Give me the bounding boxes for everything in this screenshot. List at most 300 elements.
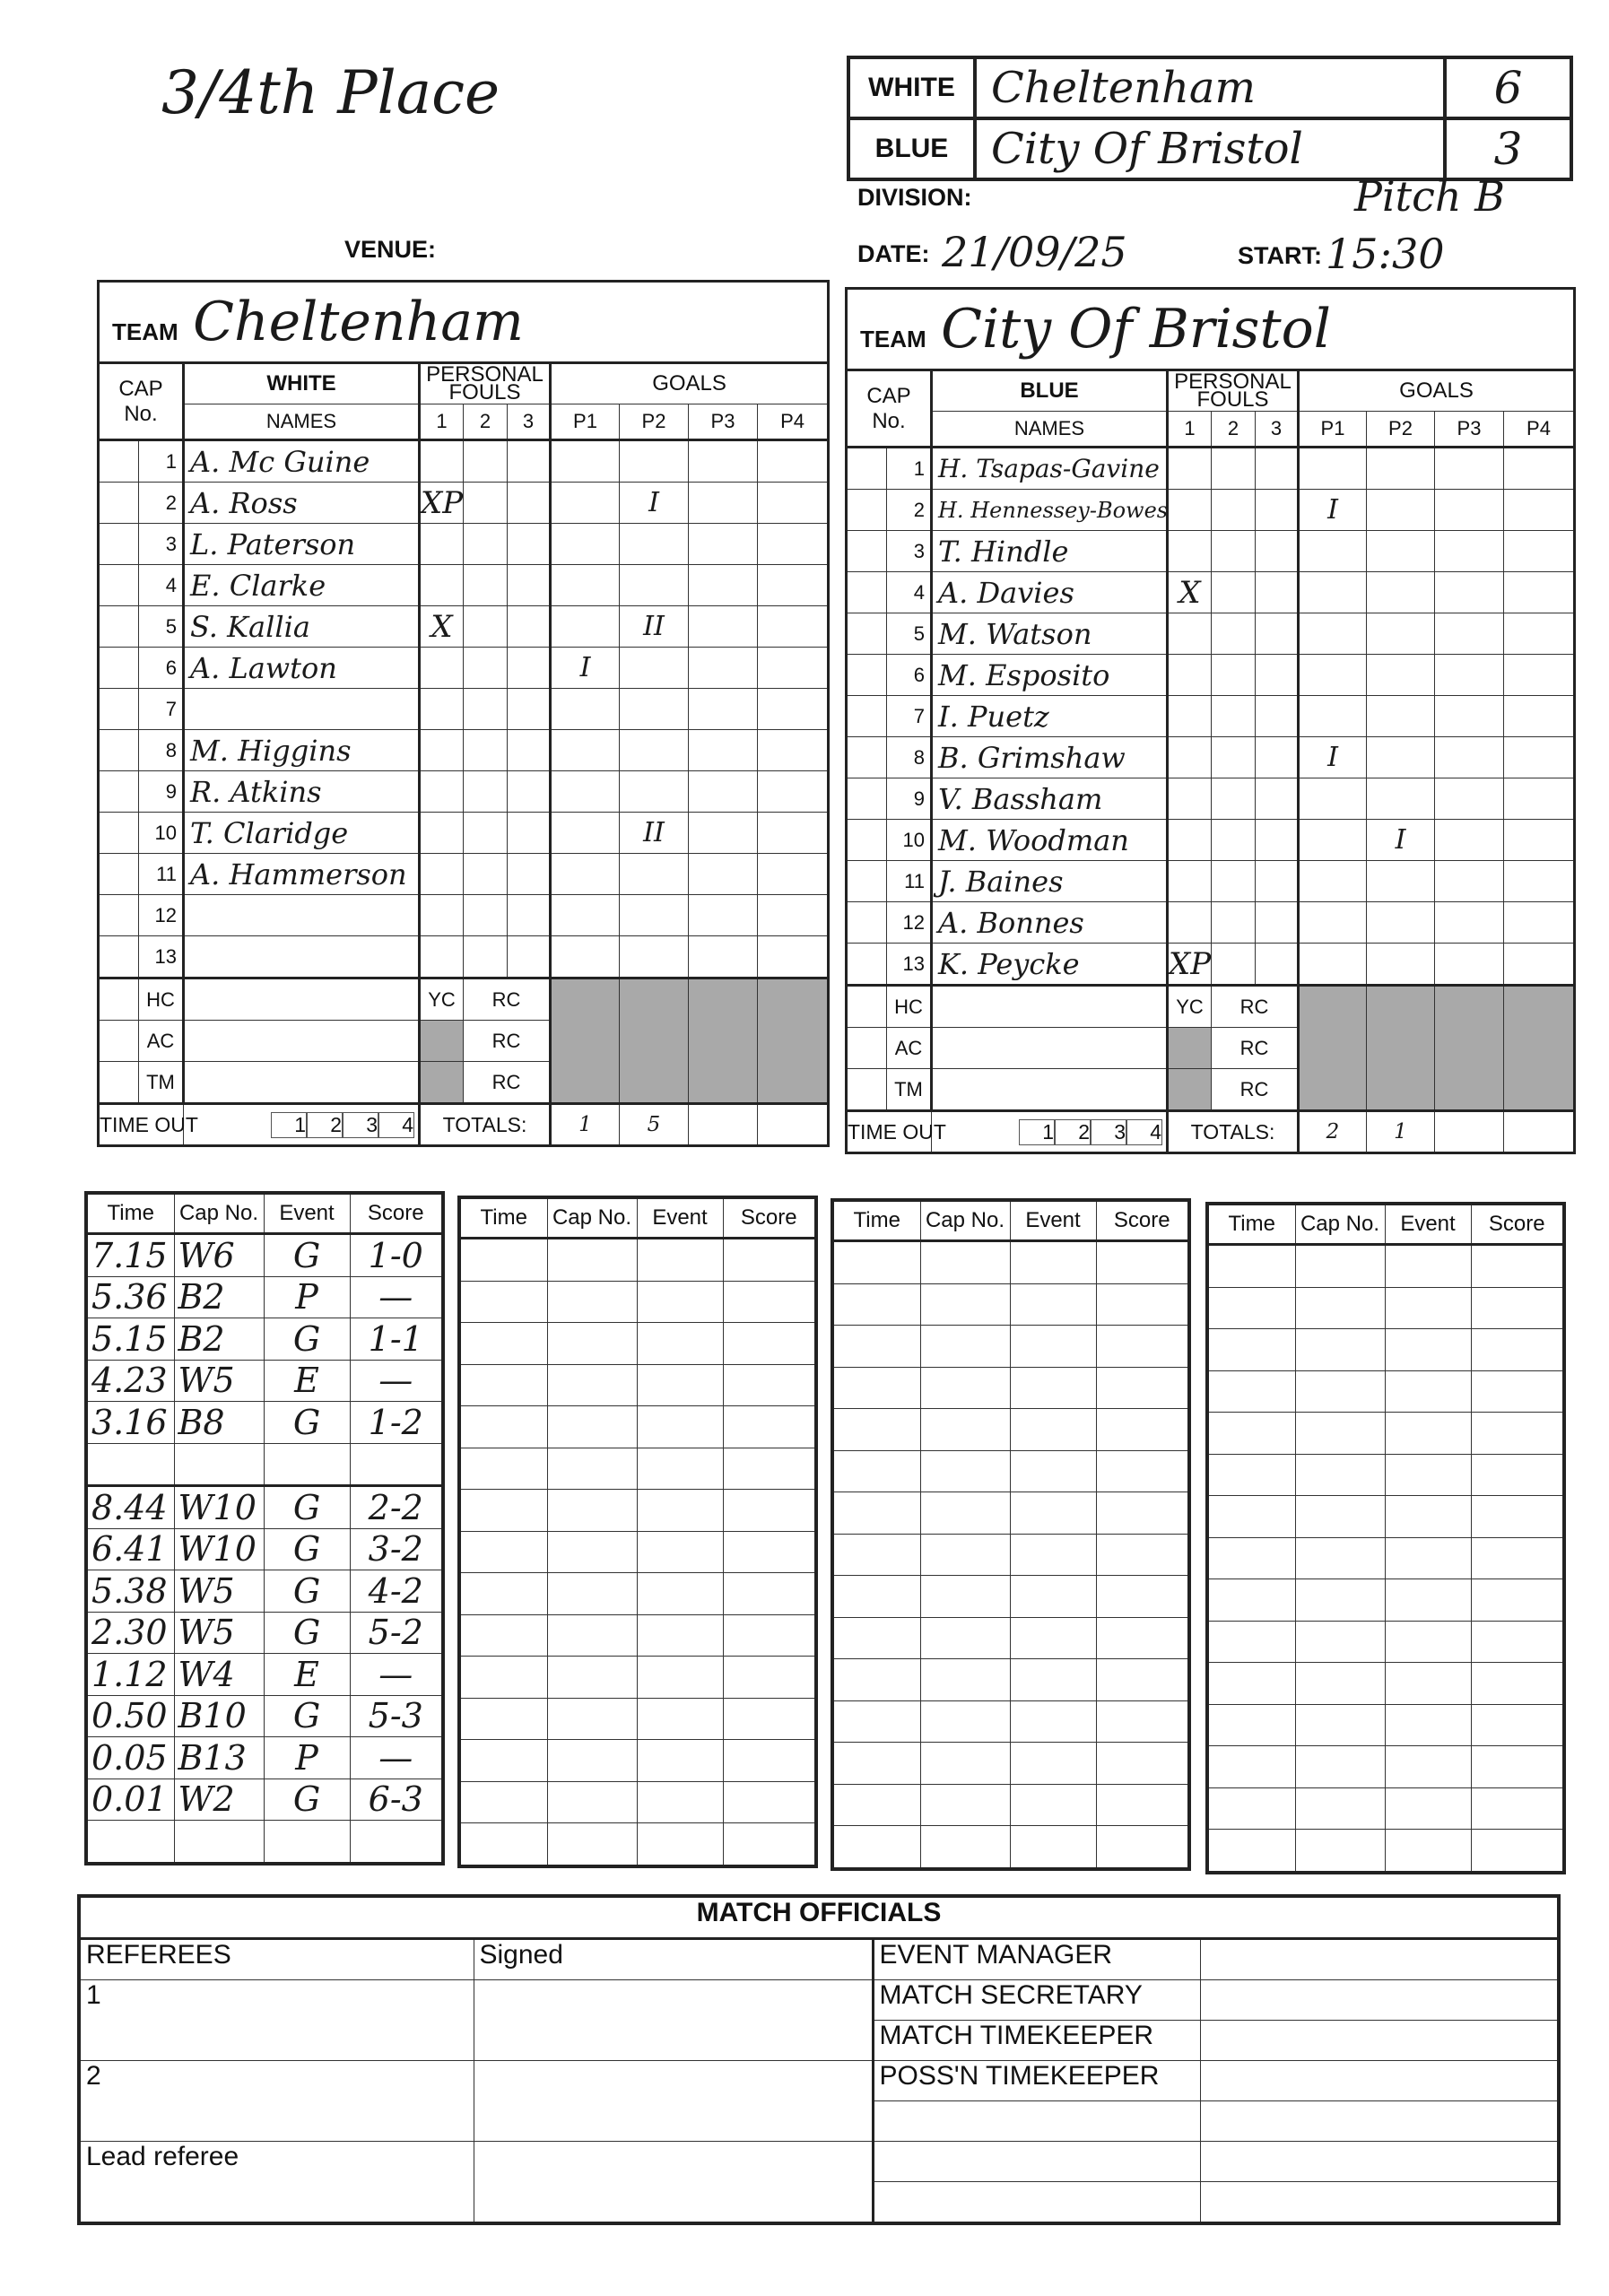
empty-cell xyxy=(1295,1787,1385,1830)
table-row xyxy=(832,1700,1189,1743)
score-header: Score xyxy=(1096,1200,1189,1241)
event-score: — xyxy=(350,1654,443,1696)
cap-no-header: Cap No. xyxy=(920,1200,1010,1241)
foul-1 xyxy=(420,440,464,483)
event-cap: W5 xyxy=(174,1360,264,1402)
event-cap: B2 xyxy=(174,1318,264,1361)
event-log-3 xyxy=(831,1198,1191,1871)
event-cap: B8 xyxy=(174,1402,264,1444)
empty-cell xyxy=(1295,1621,1385,1663)
table-row xyxy=(1207,1663,1564,1705)
total-p2: 5 xyxy=(620,1104,689,1146)
white-color-header: WHITE xyxy=(184,363,420,404)
empty-cell xyxy=(832,1492,920,1535)
event-time xyxy=(86,1443,174,1486)
cap-number: 13 xyxy=(139,936,184,978)
table-row xyxy=(99,895,829,936)
foul-1 xyxy=(1168,696,1212,737)
table-row xyxy=(1207,1830,1564,1873)
empty-cell xyxy=(459,1531,547,1573)
empty-cell xyxy=(459,1823,547,1866)
empty-cell xyxy=(637,1323,723,1365)
empty-cell xyxy=(832,1700,920,1743)
event-time: 8.44 xyxy=(86,1486,174,1529)
cap-number: 10 xyxy=(139,813,184,854)
empty-cell xyxy=(920,1617,1010,1659)
totals-label: TOTALS: xyxy=(1168,1111,1299,1153)
empty-cell xyxy=(723,1781,816,1823)
empty-cell xyxy=(459,1323,547,1365)
event-type: E xyxy=(264,1360,350,1402)
empty-cell xyxy=(920,1659,1010,1701)
cap-number: 12 xyxy=(139,895,184,936)
foul-2-header: 2 xyxy=(1212,412,1256,448)
empty-cell xyxy=(832,1367,920,1409)
table-row xyxy=(86,1486,443,1529)
no-label: No. xyxy=(124,401,158,426)
referee-1-field: 1 xyxy=(79,1980,474,2061)
event-score: 1-2 xyxy=(350,1402,443,1444)
event-score: 1-1 xyxy=(350,1318,443,1361)
empty-cell xyxy=(1207,1329,1295,1371)
empty-cell xyxy=(1096,1534,1189,1576)
table-row xyxy=(459,1364,816,1406)
foul-1 xyxy=(420,854,464,895)
match-secretary-label: MATCH SECRETARY xyxy=(873,1980,1200,2021)
goals-p1 xyxy=(551,606,620,648)
empty-cell xyxy=(1295,1579,1385,1622)
empty-cell xyxy=(1096,1367,1189,1409)
cap-number: 5 xyxy=(139,606,184,648)
empty-cell xyxy=(723,1364,816,1406)
table-row xyxy=(832,1450,1189,1492)
cap-number: 9 xyxy=(139,771,184,813)
empty-cell xyxy=(1385,1329,1471,1371)
empty-cell xyxy=(637,1698,723,1740)
match-officials-title: MATCH OFFICIALS xyxy=(79,1896,1559,1939)
event-time: 5.38 xyxy=(86,1570,174,1613)
empty-cell xyxy=(1207,1787,1295,1830)
empty-cell xyxy=(1096,1241,1189,1284)
white-label: WHITE xyxy=(848,57,975,118)
event-time: 1.12 xyxy=(86,1654,174,1696)
empty-cell xyxy=(637,1657,723,1699)
table-row xyxy=(847,613,1575,655)
empty-cell xyxy=(1385,1746,1471,1788)
event-type: G xyxy=(264,1234,350,1277)
empty-cell xyxy=(723,1573,816,1615)
empty-cell xyxy=(637,1823,723,1866)
empty-cell xyxy=(1295,1663,1385,1705)
event-rows xyxy=(459,1239,816,1866)
cap-number: 13 xyxy=(887,944,932,986)
empty-cell xyxy=(1385,1704,1471,1746)
empty-cell xyxy=(723,1740,816,1782)
foul-1 xyxy=(1168,448,1212,490)
team-manager-label: TM xyxy=(139,1062,184,1104)
table-row xyxy=(99,524,829,565)
foul-1 xyxy=(1168,737,1212,778)
white-team-sheet xyxy=(97,280,830,1147)
table-row xyxy=(459,1740,816,1782)
cap-number: 1 xyxy=(139,440,184,483)
goals-p1 xyxy=(551,936,620,978)
p1-header: P1 xyxy=(551,404,620,440)
table-row xyxy=(1207,1746,1564,1788)
division-label: DIVISION: xyxy=(857,184,972,211)
cap-number: 7 xyxy=(887,696,932,737)
table-row xyxy=(1207,1370,1564,1413)
table-row xyxy=(832,1659,1189,1701)
player-name: T. Hindle xyxy=(932,531,1168,572)
event-time: 5.15 xyxy=(86,1318,174,1361)
event-score: 4-2 xyxy=(350,1570,443,1613)
foul-1 xyxy=(420,689,464,730)
goals-p1 xyxy=(551,483,620,524)
event-time: 4.23 xyxy=(86,1360,174,1402)
total-p2: 1 xyxy=(1367,1111,1435,1153)
empty-cell xyxy=(1471,1287,1564,1329)
event-cap: W10 xyxy=(174,1528,264,1570)
table-row xyxy=(832,1617,1189,1659)
event-cap: B2 xyxy=(174,1276,264,1318)
table-row xyxy=(459,1614,816,1657)
empty-cell xyxy=(1295,1496,1385,1538)
empty-cell xyxy=(723,1239,816,1282)
event-type: P xyxy=(264,1737,350,1779)
goals-header: GOALS xyxy=(551,363,829,404)
table-row xyxy=(459,1323,816,1365)
goals-p2: I xyxy=(620,483,689,524)
empty-cell xyxy=(1385,1496,1471,1538)
goals-p2 xyxy=(1367,778,1435,820)
table-row xyxy=(832,1367,1189,1409)
empty-cell xyxy=(459,1281,547,1323)
empty-cell xyxy=(1471,1370,1564,1413)
foul-1 xyxy=(1168,902,1212,944)
empty-cell xyxy=(547,1781,637,1823)
yc-label: YC xyxy=(1168,986,1212,1028)
match-stage-note: 3/4th Place xyxy=(161,58,500,127)
goals-p1: I xyxy=(1299,490,1367,531)
empty-cell xyxy=(1010,1743,1096,1785)
poss-timekeeper-label: POSS'N TIMEKEEPER xyxy=(873,2061,1200,2101)
empty-cell xyxy=(1471,1621,1564,1663)
cap-number: 8 xyxy=(887,737,932,778)
empty-cell xyxy=(832,1241,920,1284)
event-score: — xyxy=(350,1276,443,1318)
empty-cell xyxy=(637,1614,723,1657)
empty-cell xyxy=(1207,1579,1295,1622)
empty-cell xyxy=(459,1740,547,1782)
event-header: Event xyxy=(1385,1204,1471,1245)
event-score xyxy=(350,1821,443,1864)
foul-1 xyxy=(420,648,464,689)
cap-no-header: Cap No. xyxy=(174,1193,264,1234)
no-label: No. xyxy=(872,408,906,433)
table-row xyxy=(99,771,829,813)
empty-cell xyxy=(1471,1537,1564,1579)
totals-label: TOTALS: xyxy=(420,1104,551,1146)
goals-p1 xyxy=(551,771,620,813)
empty-cell xyxy=(1295,1287,1385,1329)
event-type: G xyxy=(264,1528,350,1570)
empty-cell xyxy=(1096,1326,1189,1368)
table-row xyxy=(847,572,1575,613)
lead-referee-signature xyxy=(474,2142,873,2224)
empty-cell xyxy=(547,1698,637,1740)
poss-timekeeper-field xyxy=(1200,2061,1559,2101)
event-type: G xyxy=(264,1570,350,1613)
empty-cell xyxy=(1010,1450,1096,1492)
empty-cell xyxy=(547,1531,637,1573)
empty-cell xyxy=(832,1409,920,1451)
match-secretary-field xyxy=(1200,1980,1559,2021)
table-row xyxy=(459,1573,816,1615)
empty-cell xyxy=(723,1657,816,1699)
goals-p2 xyxy=(1367,902,1435,944)
foul-1-header: 1 xyxy=(1168,412,1212,448)
goals-p1 xyxy=(1299,613,1367,655)
empty-cell xyxy=(1295,1370,1385,1413)
table-row xyxy=(847,655,1575,696)
cap-label: CAP xyxy=(866,383,911,408)
cap-label: CAP xyxy=(118,376,163,401)
goals-p2 xyxy=(1367,448,1435,490)
table-row xyxy=(1207,1537,1564,1579)
cap-number: 2 xyxy=(139,483,184,524)
table-row xyxy=(86,1318,443,1361)
player-name xyxy=(184,936,420,978)
team-label: TEAM xyxy=(860,326,926,352)
referee-2-signature xyxy=(474,2061,873,2142)
player-name xyxy=(184,689,420,730)
time-out-boxes: 1 2 3 4 xyxy=(932,1111,1168,1153)
event-manager-label: EVENT MANAGER xyxy=(873,1939,1200,1980)
foul-1 xyxy=(420,936,464,978)
empty-cell xyxy=(459,1448,547,1490)
cap-number: 6 xyxy=(139,648,184,689)
empty-cell xyxy=(1207,1537,1295,1579)
empty-cell xyxy=(1471,1579,1564,1622)
goals-p1 xyxy=(1299,820,1367,861)
goals-p1 xyxy=(1299,861,1367,902)
goals-p1 xyxy=(551,689,620,730)
cap-number: 4 xyxy=(139,565,184,606)
empty-cell xyxy=(1096,1283,1189,1326)
player-name: A. Lawton xyxy=(184,648,420,689)
empty-cell xyxy=(1385,1413,1471,1455)
match-timekeeper-label: MATCH TIMEKEEPER xyxy=(873,2021,1200,2061)
empty-cell xyxy=(1471,1245,1564,1288)
table-row xyxy=(847,737,1575,778)
foul-1 xyxy=(420,565,464,606)
blue-team-row xyxy=(847,289,1575,370)
empty-cell xyxy=(1096,1576,1189,1618)
cap-no-header xyxy=(847,370,932,448)
empty-cell xyxy=(723,1281,816,1323)
goals-p2 xyxy=(1367,737,1435,778)
empty-cell xyxy=(637,1406,723,1448)
foul-1 xyxy=(1168,655,1212,696)
event-header: Event xyxy=(637,1197,723,1239)
table-row xyxy=(832,1784,1189,1826)
goals-p2 xyxy=(1367,613,1435,655)
event-time: 0.05 xyxy=(86,1737,174,1779)
total-p1: 1 xyxy=(551,1104,620,1146)
empty-cell xyxy=(459,1614,547,1657)
empty-cell xyxy=(1471,1329,1564,1371)
event-manager-field xyxy=(1200,1939,1559,1980)
empty-cell xyxy=(1385,1663,1471,1705)
table-row xyxy=(99,936,829,978)
cap-number: 9 xyxy=(887,778,932,820)
event-score: 5-3 xyxy=(350,1695,443,1737)
empty-cell xyxy=(1385,1454,1471,1496)
cap-number: 12 xyxy=(887,902,932,944)
start-label: START: xyxy=(1238,242,1322,269)
event-type: G xyxy=(264,1486,350,1529)
empty-cell xyxy=(1010,1576,1096,1618)
goals-p2 xyxy=(1367,531,1435,572)
rc-label: RC xyxy=(1212,986,1299,1028)
empty-cell xyxy=(1295,1746,1385,1788)
empty-cell xyxy=(723,1531,816,1573)
table-row xyxy=(847,778,1575,820)
rc-label: RC xyxy=(464,1021,551,1062)
empty-cell xyxy=(547,1823,637,1866)
time-out-label: TIME OUT xyxy=(847,1111,932,1153)
goals-p1 xyxy=(551,895,620,936)
empty-cell xyxy=(832,1659,920,1701)
cap-number: 1 xyxy=(887,448,932,490)
empty-cell xyxy=(547,1614,637,1657)
empty-cell xyxy=(832,1326,920,1368)
empty-cell xyxy=(920,1326,1010,1368)
goals-p1 xyxy=(1299,696,1367,737)
empty-cell xyxy=(1295,1329,1385,1371)
empty-cell xyxy=(1010,1367,1096,1409)
blue-team-name: City Of Bristol xyxy=(975,118,1445,179)
event-score: — xyxy=(350,1737,443,1779)
foul-1 xyxy=(1168,613,1212,655)
empty-cell xyxy=(1096,1450,1189,1492)
table-row xyxy=(1207,1287,1564,1329)
empty-cell xyxy=(459,1573,547,1615)
table-row xyxy=(1207,1579,1564,1622)
event-type: G xyxy=(264,1318,350,1361)
rc-label: RC xyxy=(464,1062,551,1104)
empty-cell xyxy=(832,1534,920,1576)
event-time xyxy=(86,1821,174,1864)
event-score: 3-2 xyxy=(350,1528,443,1570)
empty-cell xyxy=(547,1490,637,1532)
empty-cell xyxy=(723,1698,816,1740)
empty-cell xyxy=(1207,1704,1295,1746)
table-row xyxy=(459,1406,816,1448)
cap-number: 7 xyxy=(139,689,184,730)
time-header: Time xyxy=(459,1197,547,1239)
goals-header: GOALS xyxy=(1299,370,1575,412)
empty-cell xyxy=(1385,1287,1471,1329)
p4-header: P4 xyxy=(758,404,829,440)
table-row xyxy=(847,490,1575,531)
referee-1-signature xyxy=(474,1980,873,2061)
empty-cell xyxy=(723,1323,816,1365)
event-log-1 xyxy=(84,1191,445,1866)
rc-label: RC xyxy=(1212,1069,1299,1111)
empty-cell xyxy=(832,1617,920,1659)
cap-number: 3 xyxy=(887,531,932,572)
table-row xyxy=(1207,1413,1564,1455)
empty-cell xyxy=(1385,1537,1471,1579)
foul-1: X xyxy=(420,606,464,648)
event-cap: W4 xyxy=(174,1654,264,1696)
empty-cell xyxy=(920,1283,1010,1326)
rc-label: RC xyxy=(464,978,551,1021)
table-row xyxy=(459,1281,816,1323)
empty-cell xyxy=(1207,1621,1295,1663)
p2-header: P2 xyxy=(620,404,689,440)
player-name: M. Watson xyxy=(932,613,1168,655)
table-row xyxy=(459,1657,816,1699)
empty-cell xyxy=(1010,1283,1096,1326)
rc-label: RC xyxy=(1212,1028,1299,1069)
empty-cell xyxy=(920,1700,1010,1743)
foul-1 xyxy=(1168,778,1212,820)
empty-cell xyxy=(1010,1409,1096,1451)
goals-p2 xyxy=(620,524,689,565)
empty-cell xyxy=(637,1239,723,1282)
table-row xyxy=(99,854,829,895)
event-score: 1-0 xyxy=(350,1234,443,1277)
goals-p1 xyxy=(1299,944,1367,986)
event-cap: B10 xyxy=(174,1695,264,1737)
table-row xyxy=(847,820,1575,861)
cap-number: 11 xyxy=(887,861,932,902)
table-row xyxy=(1207,1787,1564,1830)
goals-p2 xyxy=(620,689,689,730)
table-row xyxy=(459,1239,816,1282)
table-row xyxy=(99,606,829,648)
empty-cell xyxy=(832,1743,920,1785)
empty-cell xyxy=(1295,1830,1385,1873)
empty-cell xyxy=(832,1576,920,1618)
table-row xyxy=(847,696,1575,737)
empty-cell xyxy=(547,1406,637,1448)
player-name: R. Atkins xyxy=(184,771,420,813)
empty-cell xyxy=(920,1241,1010,1284)
table-row xyxy=(86,1821,443,1864)
time-header: Time xyxy=(832,1200,920,1241)
cap-number: 11 xyxy=(139,854,184,895)
goals-p2: I xyxy=(1367,820,1435,861)
event-cap: B13 xyxy=(174,1737,264,1779)
empty-cell xyxy=(1096,1659,1189,1701)
goals-p1 xyxy=(551,730,620,771)
table-row xyxy=(86,1695,443,1737)
goals-p1 xyxy=(1299,531,1367,572)
empty-cell xyxy=(637,1573,723,1615)
empty-cell xyxy=(1471,1413,1564,1455)
player-name: M. Higgins xyxy=(184,730,420,771)
table-row xyxy=(832,1743,1189,1785)
goals-p2 xyxy=(1367,490,1435,531)
goals-p1 xyxy=(1299,902,1367,944)
goals-p2: II xyxy=(620,813,689,854)
empty-cell xyxy=(547,1364,637,1406)
table-row xyxy=(99,813,829,854)
